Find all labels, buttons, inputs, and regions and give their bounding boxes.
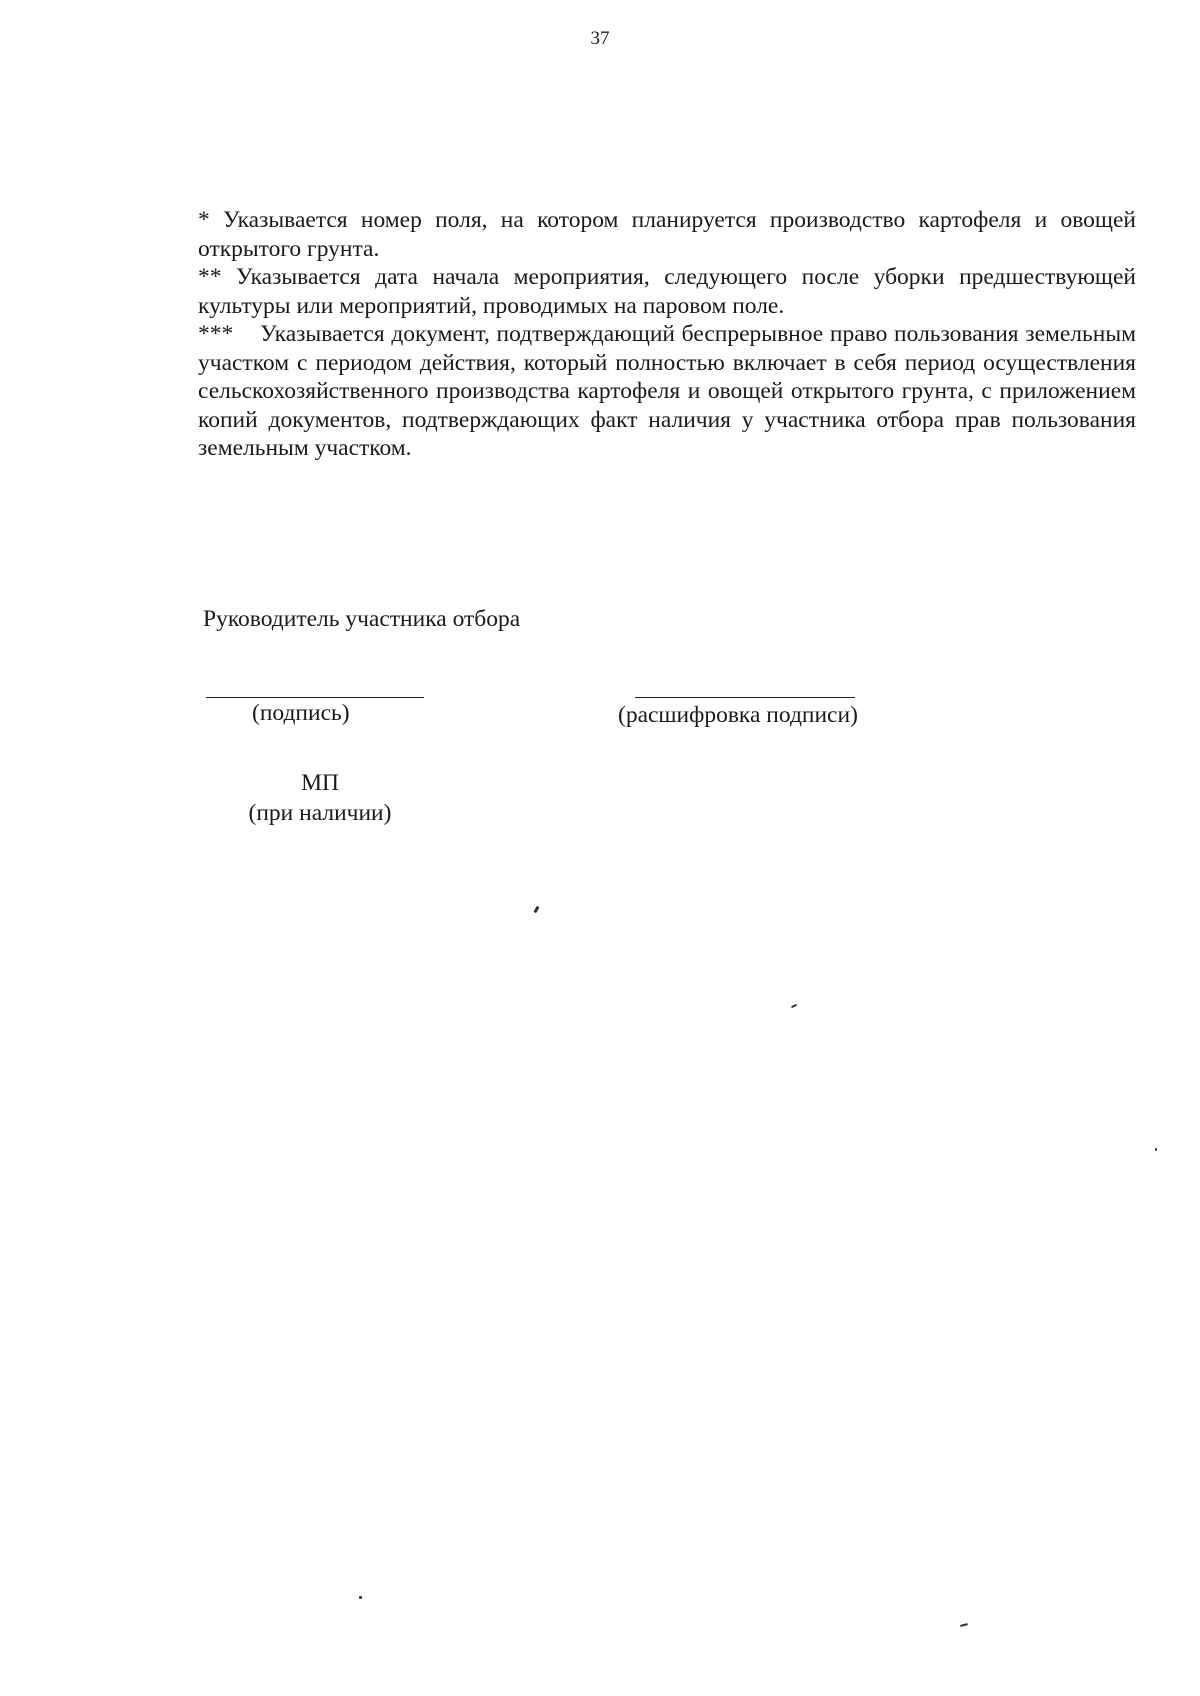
scan-speck bbox=[791, 1004, 797, 1008]
footnote-text: Указывается документ, подтверждающий беспрерывное право пользования земельным участком с периодом действия, который полностью включает в себя период осуществления сельскохозяйственного производства картофеля и овощей открытого грунта, с приложением копий документов, подтверждающих факт наличия у участника отбора прав пользования земельным участком. bbox=[198, 321, 1136, 461]
footnote-1 bbox=[198, 206, 1136, 263]
footnote-marker: *** bbox=[198, 321, 234, 347]
scan-speck bbox=[533, 906, 539, 914]
signature-decoding-line bbox=[635, 697, 855, 698]
signature-line bbox=[206, 697, 424, 698]
footnote-marker: ** bbox=[198, 264, 222, 290]
footnote-2 bbox=[198, 263, 1136, 320]
footnotes bbox=[198, 206, 1136, 463]
signature-caption: (подпись) bbox=[252, 700, 350, 726]
stamp-label: МП bbox=[301, 770, 339, 796]
signature-decoding-caption: (расшифровка подписи) bbox=[618, 702, 858, 728]
stamp-placeholder bbox=[240, 768, 400, 828]
footnote-marker: * bbox=[198, 207, 210, 233]
scan-speck bbox=[359, 1596, 362, 1599]
footnote-3 bbox=[198, 320, 1136, 463]
scan-speck bbox=[1155, 1148, 1157, 1151]
page-number: 37 bbox=[590, 28, 610, 49]
signer-title: Руководитель участника отбора bbox=[203, 606, 521, 632]
footnote-text: Указывается дата начала мероприятия, следующего после уборки предшествующей культуры или мероприятий, проводимых на паровом поле. bbox=[198, 264, 1136, 319]
scan-speck bbox=[960, 1623, 968, 1627]
stamp-note: (при наличии) bbox=[248, 800, 392, 826]
footnote-text: Указывается номер поля, на котором планируется производство картофеля и овощей открытого грунта. bbox=[198, 207, 1136, 262]
